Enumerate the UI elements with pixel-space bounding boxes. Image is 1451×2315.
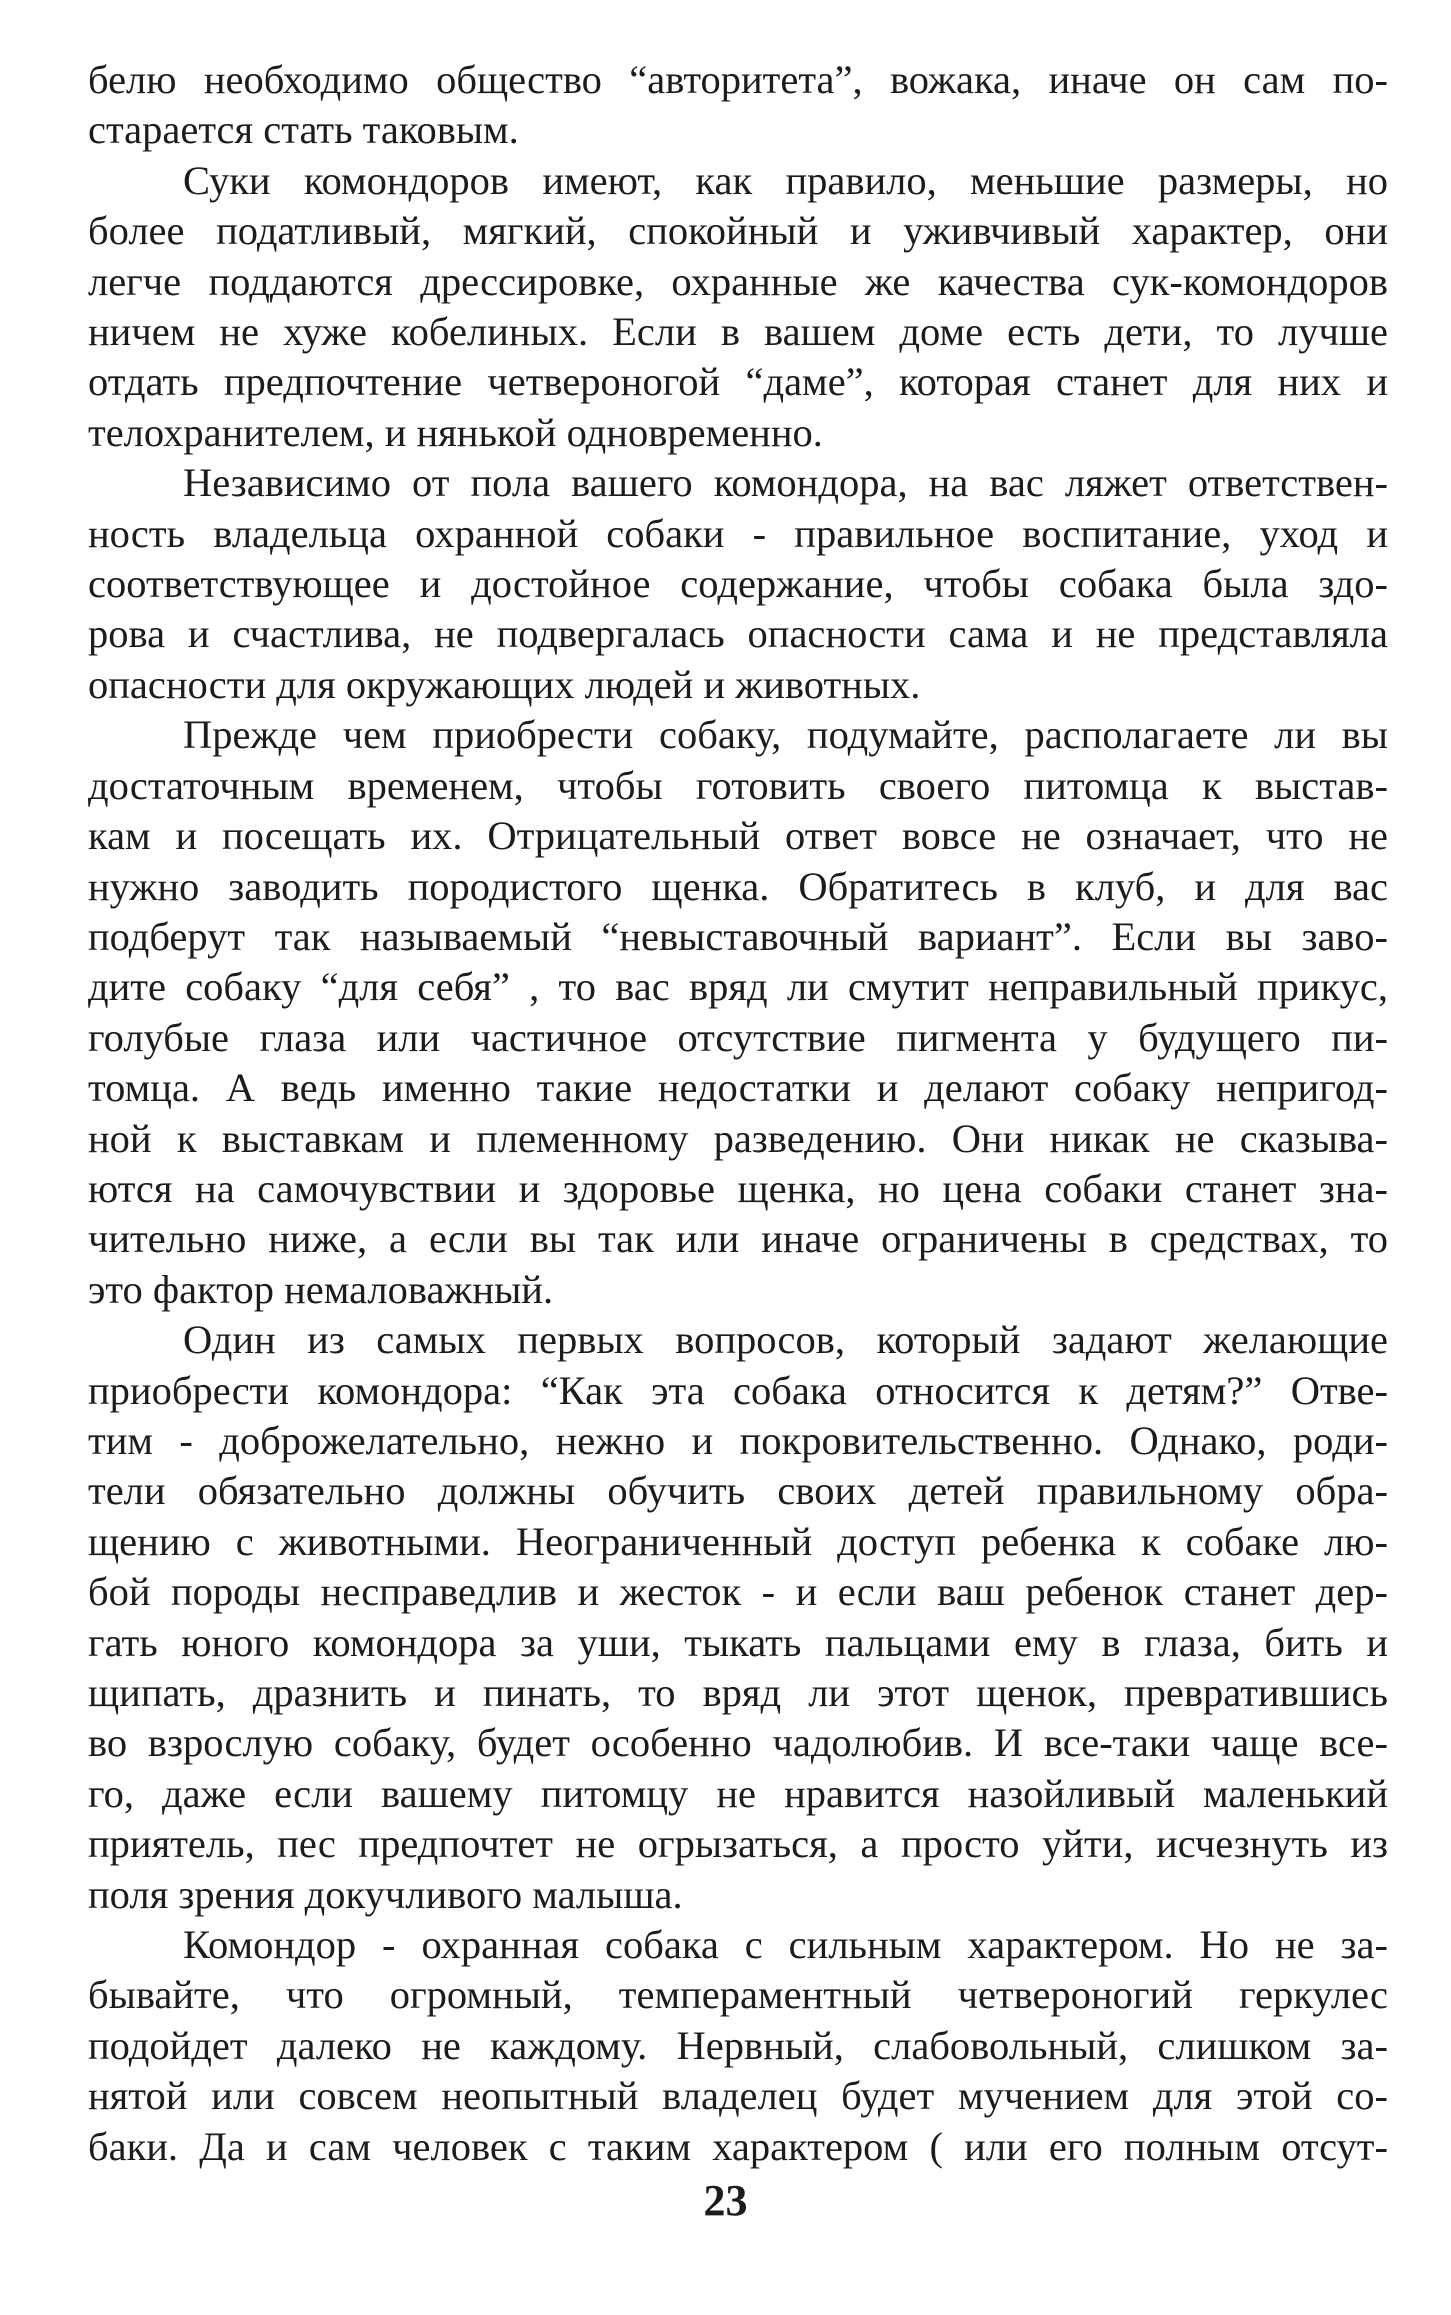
text-line: щению с животными. Неограниченный доступ ребенка к собаке лю- — [88, 1518, 1388, 1564]
text-line: Прежде чем приобрести собаку, подумайте, располагаете ли вы — [183, 712, 1388, 758]
text-line: бывайте, что огромный, темпераментный четвероногий геркулес — [88, 1972, 1388, 2018]
text-line: белю необходимо общество “авторитета”, вожака, иначе он сам по- — [88, 57, 1388, 102]
text-line: подберут так называемый “невыставочный вариант”. Если вы заво- — [88, 913, 1388, 959]
text-line: телохранителем, и нянькой одновременно. — [88, 409, 823, 455]
paragraph — [88, 156, 1388, 458]
text-line: ничем не хуже кобелиных. Если в вашем доме есть дети, то лучше — [88, 309, 1388, 355]
text-line: достаточным временем, чтобы готовить своего питомца к выстав- — [88, 762, 1388, 808]
text-line: ной к выставкам и племенному разведению. Они никак не сказыва- — [88, 1115, 1388, 1161]
text-line: дите собаку “для себя” , то вас вряд ли смутит неправильный прикус, — [88, 964, 1388, 1010]
text-line: отдать предпочтение четвероногой “даме”, которая станет для них и — [88, 359, 1388, 405]
text-line: бой породы несправедлив и жесток - и если ваш ребенок станет дер- — [88, 1569, 1388, 1615]
page-number: 23 — [703, 2176, 748, 2225]
text-line: Суки комондоров имеют, как правило, меньшие размеры, но — [183, 157, 1388, 203]
paragraph — [88, 55, 1388, 156]
text-line: голубые глаза или частичное отсутствие пигмента у будущего пи- — [88, 1014, 1388, 1060]
text-line: гать юного комондора за уши, тыкать пальцами ему в глаза, бить и — [88, 1619, 1388, 1665]
text-line: нужно заводить породистого щенка. Обратитесь в клуб, и для вас — [88, 863, 1388, 909]
text-line: тели обязательно должны обучить своих детей правильному обра- — [88, 1468, 1388, 1514]
text-line: подойдет далеко не каждому. Нервный, слабовольный, слишком за- — [88, 2022, 1388, 2068]
text-line: ность владельца охранной собаки - правильное воспитание, уход и — [88, 510, 1388, 556]
text-line: опасности для окружающих людей и животных. — [88, 661, 921, 707]
text-line: Один из самых первых вопросов, который задают желающие — [183, 1317, 1388, 1363]
page-body — [88, 55, 1388, 2172]
text-line: приобрести комондора: “Как эта собака относится к детям?” Отве- — [88, 1367, 1388, 1413]
paragraph — [88, 458, 1388, 710]
paragraph — [88, 1920, 1388, 2172]
text-line: это фактор немаловажный. — [88, 1266, 554, 1312]
text-line: более податливый, мягкий, спокойный и уживчивый характер, они — [88, 208, 1388, 254]
text-line: Независимо от пола вашего комондора, на вас ляжет ответствен- — [183, 460, 1388, 506]
text-line: приятель, пес предпочтет не огрызаться, а просто уйти, исчезнуть из — [88, 1821, 1388, 1867]
text-line: во взрослую собаку, будет особенно чадолюбив. И все-таки чаще все- — [88, 1720, 1388, 1766]
paragraph — [88, 710, 1388, 1315]
text-line: поля зрения докучливого малыша. — [88, 1871, 683, 1917]
text-line: щипать, дразнить и пинать, то вряд ли этот щенок, превратившись — [88, 1670, 1388, 1715]
text-line: легче поддаются дрессировке, охранные же качества сук-комондоров — [88, 258, 1388, 304]
text-line: томца. А ведь именно такие недостатки и делают собаку непригод- — [88, 1065, 1388, 1111]
text-line: соответствующее и достойное содержание, чтобы собака была здо- — [88, 561, 1388, 607]
text-line: старается стать таковым. — [88, 107, 519, 153]
text-line: кам и посещать их. Отрицательный ответ вовсе не означает, что не — [88, 813, 1388, 859]
paragraph — [88, 1315, 1388, 1920]
text-line: ются на самочувствии и здоровье щенка, но цена собаки станет зна- — [88, 1165, 1388, 1211]
text-line: нятой или совсем неопытный владелец будет мучением для этой со- — [88, 2073, 1388, 2119]
text-line: Комондор - охранная собака с сильным характером. Но не за- — [183, 1922, 1388, 1968]
text-line: тим - доброжелательно, нежно и покровительственно. Однако, роди- — [88, 1417, 1388, 1463]
text-line: баки. Да и сам человек с таким характером ( или его полным отсут- — [88, 2123, 1388, 2169]
text-line: го, даже если вашему питомцу не нравится назойливый маленький — [88, 1770, 1388, 1816]
text-line: рова и счастлива, не подвергалась опасности сама и не представляла — [88, 611, 1388, 657]
text-line: чительно ниже, а если вы так или иначе ограничены в средствах, то — [88, 1216, 1388, 1262]
